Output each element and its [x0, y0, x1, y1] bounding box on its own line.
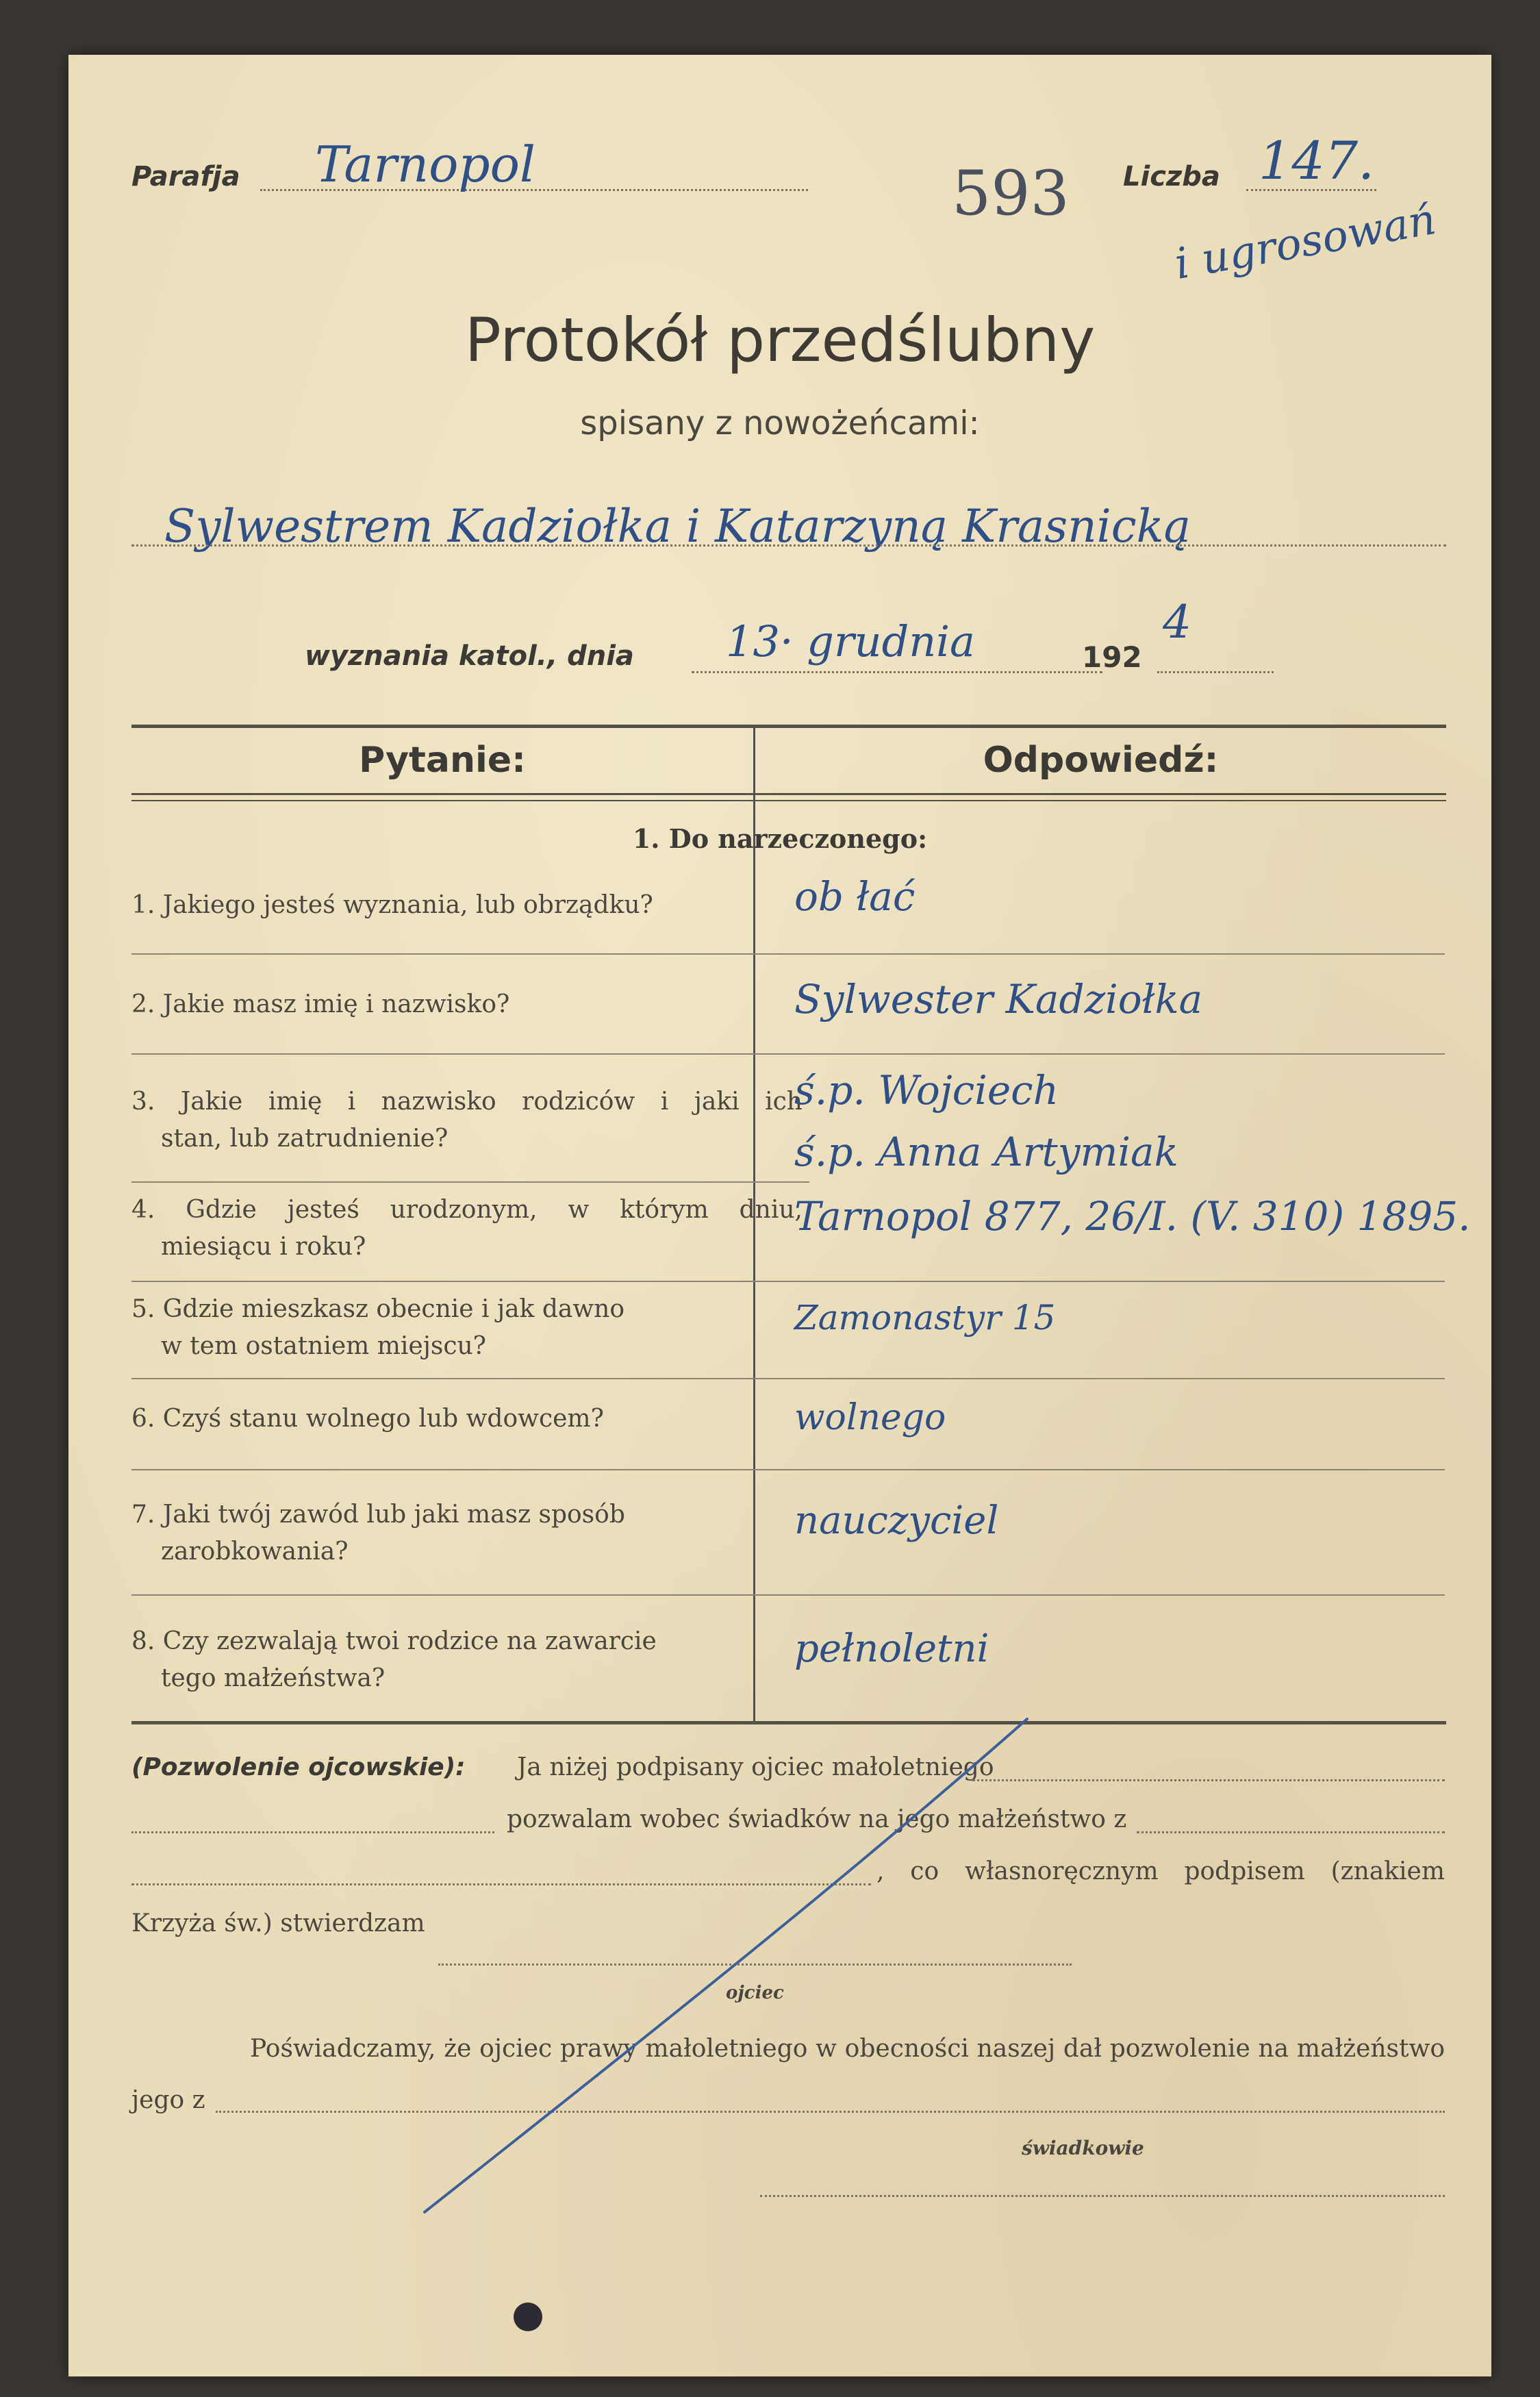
number-label: Liczba: [1123, 161, 1220, 192]
question-7-line-2: zarobkowania?: [161, 1538, 349, 1566]
question-5-line-2: w tem ostatniem miejscu?: [161, 1332, 486, 1360]
date-value: 13· grudnia: [726, 616, 975, 666]
answer-8: pełnoletni: [794, 1627, 989, 1671]
confession-label: wyznania katol., dnia: [305, 640, 634, 672]
witnesses-caption: świadkowie: [1022, 2137, 1144, 2159]
attestation-text: Poświadczamy, że ojciec prawy małoletniego w obecności naszej dał pozwolenie na małżeństwo: [250, 2035, 1445, 2063]
father-caption: ojciec: [726, 1983, 784, 2003]
question-8-line-1: 8. Czy zezwalają twoi rodzice na zawarcie: [131, 1627, 657, 1655]
document-page: [68, 55, 1491, 2376]
question-8-line-2: tego małżeństwa?: [161, 1664, 386, 1692]
permission-line-3: , co własnoręcznym podpisem (znakiem: [876, 1857, 1445, 1885]
column-header-question: Pytanie:: [359, 740, 526, 781]
number-value: 147.: [1259, 130, 1375, 191]
question-1: 1. Jakiego jesteś wyznania, lub obrządku?: [131, 891, 653, 919]
permission-line-1: Ja niżej podpisany ojciec małoletniego: [517, 1753, 994, 1781]
answer-3-line-1: ś.p. Wojciech: [794, 1067, 1059, 1114]
margin-note: i ugrosowań: [1171, 194, 1440, 289]
margin-number: 593: [952, 158, 1070, 229]
question-5-line-1: 5. Gdzie mieszkasz obecnie i jak dawno: [131, 1295, 625, 1323]
his-with-label: jego z: [131, 2086, 205, 2114]
page-subtitle: spisany z nowożeńcami:: [580, 404, 980, 442]
couple-names: Sylwestrem Kadziołka i Katarzyną Krasnicką: [164, 500, 1191, 553]
answer-3-line-2: ś.p. Anna Artymiak: [794, 1129, 1178, 1175]
year-prefix: 192: [1082, 640, 1142, 674]
question-2: 2. Jakie masz imię i nazwisko?: [131, 990, 510, 1018]
answer-5: Zamonastyr 15: [794, 1298, 1056, 1338]
answer-4: Tarnopol 877, 26/I. (V. 310) 1895.: [794, 1193, 1471, 1240]
question-3-line-1: 3. Jakie imię i nazwisko rodziców i jaki ich: [131, 1088, 803, 1116]
permission-line-4: Krzyża św.) stwierdzam: [131, 1909, 425, 1937]
column-header-answer: Odpowiedź:: [983, 740, 1219, 781]
permission-line-2: pozwalam wobec świadków na jego małżeństwo z: [507, 1805, 1127, 1833]
answer-7: nauczyciel: [794, 1498, 999, 1543]
answer-6: wolnego: [794, 1397, 946, 1438]
question-3-line-2: stan, lub zatrudnienie?: [161, 1125, 449, 1153]
parish-label: Parafja: [131, 161, 240, 192]
parish-value: Tarnopol: [315, 136, 535, 193]
question-7-line-1: 7. Jaki twój zawód lub jaki masz sposób: [131, 1501, 625, 1529]
answer-1: ob łać: [794, 873, 916, 920]
answer-2: Sylwester Kadziołka: [794, 976, 1203, 1022]
page-title: Protokół przedślubny: [464, 305, 1096, 375]
year-suffix: 4: [1163, 596, 1191, 649]
section-heading: 1. Do narzeczonego:: [632, 823, 928, 854]
permission-label: (Pozwolenie ojcowskie):: [131, 1753, 466, 1781]
ink-cancel-stroke: [68, 55, 1491, 2376]
punch-hole: [514, 2302, 542, 2331]
question-6: 6. Czyś stanu wolnego lub wdowcem?: [131, 1405, 604, 1433]
question-4-line-1: 4. Gdzie jesteś urodzonym, w którym dniu,: [131, 1196, 803, 1224]
question-4-line-2: miesiącu i roku?: [161, 1233, 366, 1261]
